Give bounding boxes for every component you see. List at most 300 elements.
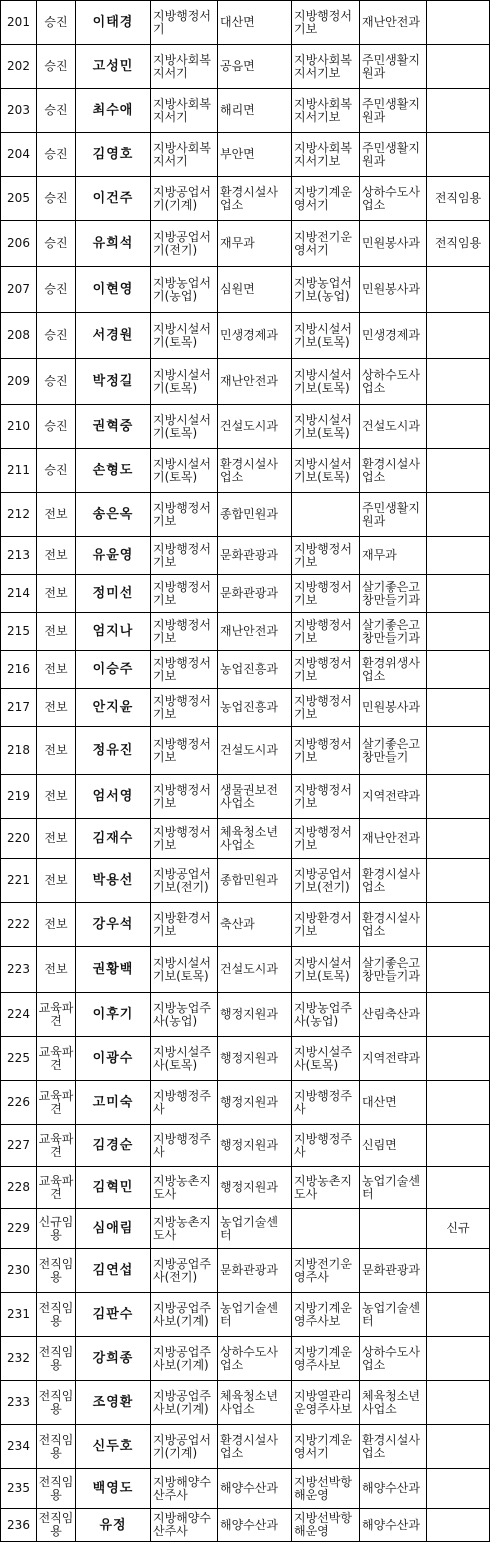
person-name: 박용선 xyxy=(76,859,151,903)
current-department: 재무과 xyxy=(218,221,292,267)
remark xyxy=(427,651,490,689)
current-department: 심원면 xyxy=(218,267,292,313)
row-number: 211 xyxy=(1,449,37,493)
row-number: 218 xyxy=(1,727,37,775)
remark xyxy=(427,359,490,405)
row-number: 225 xyxy=(1,1037,37,1081)
current-grade: 지방농촌지도사 xyxy=(151,1167,218,1209)
new-grade: 지방기계운영주사보 xyxy=(292,1337,360,1381)
row-number: 205 xyxy=(1,177,37,221)
new-grade: 지방시설서기보(토목) xyxy=(292,947,360,993)
new-grade: 지방기계운영서기 xyxy=(292,1425,360,1469)
person-name: 백영도 xyxy=(76,1469,151,1509)
new-department: 민원봉사과 xyxy=(360,221,427,267)
remark: 전직임용 xyxy=(427,177,490,221)
remark xyxy=(427,1425,490,1469)
current-department: 종합민원과 xyxy=(218,859,292,903)
current-department: 행정지원과 xyxy=(218,1037,292,1081)
new-department: 상하수도사업소 xyxy=(360,1337,427,1381)
appointment-type: 전직임용 xyxy=(37,1469,76,1509)
current-department: 부안면 xyxy=(218,133,292,177)
remark xyxy=(427,727,490,775)
new-department: 농업기술센터 xyxy=(360,1167,427,1209)
new-grade: 지방농업서기보(농업) xyxy=(292,267,360,313)
table-row xyxy=(1,775,490,819)
new-department: 상하수도사업소 xyxy=(360,359,427,405)
person-name: 강희종 xyxy=(76,1337,151,1381)
current-department: 행정지원과 xyxy=(218,1125,292,1167)
current-grade: 지방사회복지서기 xyxy=(151,45,218,89)
current-grade: 지방환경서기보 xyxy=(151,903,218,947)
person-name: 이태경 xyxy=(76,1,151,45)
new-department: 민원봉사과 xyxy=(360,689,427,727)
row-number: 235 xyxy=(1,1469,37,1509)
appointment-type: 전보 xyxy=(37,859,76,903)
table-row xyxy=(1,1249,490,1293)
appointment-type: 승진 xyxy=(37,221,76,267)
row-number: 207 xyxy=(1,267,37,313)
new-grade xyxy=(292,493,360,537)
appointment-type: 승진 xyxy=(37,1,76,45)
personnel-table-body xyxy=(1,1,490,1542)
row-number: 212 xyxy=(1,493,37,537)
new-department: 건설도시과 xyxy=(360,405,427,449)
new-department: 환경시설사업소 xyxy=(360,859,427,903)
new-grade: 지방선박항해운영 xyxy=(292,1469,360,1509)
new-department: 환경시설사업소 xyxy=(360,903,427,947)
row-number: 232 xyxy=(1,1337,37,1381)
current-grade: 지방시설서기(토목) xyxy=(151,449,218,493)
table-row xyxy=(1,177,490,221)
new-department: 민생경제과 xyxy=(360,313,427,359)
new-department: 주민생활지원과 xyxy=(360,493,427,537)
person-name: 김경순 xyxy=(76,1125,151,1167)
current-grade: 지방행정서기보 xyxy=(151,537,218,575)
current-department: 대산면 xyxy=(218,1,292,45)
remark xyxy=(427,689,490,727)
new-department: 지역전략과 xyxy=(360,1037,427,1081)
person-name: 이현영 xyxy=(76,267,151,313)
current-grade: 지방공업주사보(기계) xyxy=(151,1381,218,1425)
new-department: 체육청소년사업소 xyxy=(360,1381,427,1425)
new-grade: 지방행정서기보 xyxy=(292,1,360,45)
appointment-type: 교육파견 xyxy=(37,1081,76,1125)
person-name: 박정길 xyxy=(76,359,151,405)
table-row xyxy=(1,493,490,537)
appointment-type: 전직임용 xyxy=(37,1337,76,1381)
remark xyxy=(427,133,490,177)
person-name: 서경원 xyxy=(76,313,151,359)
new-grade: 지방열관리운영주사보 xyxy=(292,1381,360,1425)
table-row xyxy=(1,1381,490,1425)
current-department: 재난안전과 xyxy=(218,359,292,405)
new-grade: 지방농업주사(농업) xyxy=(292,993,360,1037)
new-department: 상하수도사업소 xyxy=(360,177,427,221)
appointment-type: 신규임용 xyxy=(37,1209,76,1249)
person-name: 유희석 xyxy=(76,221,151,267)
appointment-type: 전보 xyxy=(37,903,76,947)
remark xyxy=(427,1469,490,1509)
row-number: 233 xyxy=(1,1381,37,1425)
current-department: 환경시설사업소 xyxy=(218,1425,292,1469)
remark xyxy=(427,1337,490,1381)
row-number: 202 xyxy=(1,45,37,89)
table-row xyxy=(1,903,490,947)
row-number: 215 xyxy=(1,613,37,651)
table-row xyxy=(1,993,490,1037)
table-row xyxy=(1,359,490,405)
current-grade: 지방행정주사 xyxy=(151,1081,218,1125)
remark xyxy=(427,947,490,993)
current-grade: 지방해양수산주사 xyxy=(151,1469,218,1509)
new-department: 살기좋은고창만들기과 xyxy=(360,575,427,613)
current-department: 행정지원과 xyxy=(218,1167,292,1209)
remark xyxy=(427,775,490,819)
current-department: 문화관광과 xyxy=(218,1249,292,1293)
row-number: 217 xyxy=(1,689,37,727)
row-number: 210 xyxy=(1,405,37,449)
current-department: 해양수산과 xyxy=(218,1509,292,1542)
new-department: 재무과 xyxy=(360,537,427,575)
remark xyxy=(427,493,490,537)
row-number: 224 xyxy=(1,993,37,1037)
appointment-type: 승진 xyxy=(37,313,76,359)
person-name: 강우석 xyxy=(76,903,151,947)
remark: 신규 xyxy=(427,1209,490,1249)
remark xyxy=(427,1293,490,1337)
current-department: 체육청소년사업소 xyxy=(218,819,292,859)
row-number: 214 xyxy=(1,575,37,613)
table-row xyxy=(1,405,490,449)
new-grade: 지방시설서기보(토목) xyxy=(292,359,360,405)
table-row xyxy=(1,1425,490,1469)
person-name: 유정 xyxy=(76,1509,151,1542)
row-number: 201 xyxy=(1,1,37,45)
current-department: 농업진흥과 xyxy=(218,651,292,689)
table-row xyxy=(1,947,490,993)
row-number: 219 xyxy=(1,775,37,819)
current-department: 행정지원과 xyxy=(218,1081,292,1125)
appointment-type: 전직임용 xyxy=(37,1381,76,1425)
current-grade: 지방행정서기보 xyxy=(151,575,218,613)
remark xyxy=(427,1125,490,1167)
person-name: 고미숙 xyxy=(76,1081,151,1125)
current-department: 농업진흥과 xyxy=(218,689,292,727)
current-grade: 지방공업서기(기계) xyxy=(151,1425,218,1469)
current-grade: 지방사회복지서기 xyxy=(151,89,218,133)
current-department: 민생경제과 xyxy=(218,313,292,359)
new-department: 환경위생사업소 xyxy=(360,651,427,689)
new-department: 대산면 xyxy=(360,1081,427,1125)
appointment-type: 전보 xyxy=(37,575,76,613)
appointment-type: 전보 xyxy=(37,651,76,689)
current-grade: 지방행정서기보 xyxy=(151,819,218,859)
table-row xyxy=(1,819,490,859)
current-grade: 지방공업서기(기계) xyxy=(151,177,218,221)
table-row xyxy=(1,651,490,689)
new-grade: 지방행정서기보 xyxy=(292,537,360,575)
current-grade: 지방행정서기보 xyxy=(151,613,218,651)
new-grade: 지방행정주사 xyxy=(292,1081,360,1125)
table-row xyxy=(1,267,490,313)
new-grade: 지방전기운영주사 xyxy=(292,1249,360,1293)
row-number: 234 xyxy=(1,1425,37,1469)
current-department: 체육청소년사업소 xyxy=(218,1381,292,1425)
new-department: 민원봉사과 xyxy=(360,267,427,313)
current-department: 건설도시과 xyxy=(218,405,292,449)
person-name: 엄서영 xyxy=(76,775,151,819)
remark xyxy=(427,313,490,359)
new-department: 농업기술센터 xyxy=(360,1293,427,1337)
person-name: 이후기 xyxy=(76,993,151,1037)
remark xyxy=(427,1037,490,1081)
appointment-type: 전보 xyxy=(37,537,76,575)
new-grade: 지방행정서기보 xyxy=(292,689,360,727)
new-grade: 지방사회복지서기보 xyxy=(292,133,360,177)
new-department: 재난안전과 xyxy=(360,819,427,859)
row-number: 216 xyxy=(1,651,37,689)
person-name: 이광수 xyxy=(76,1037,151,1081)
appointment-type: 승진 xyxy=(37,177,76,221)
new-grade xyxy=(292,1209,360,1249)
current-grade: 지방행정서기보 xyxy=(151,651,218,689)
table-row xyxy=(1,221,490,267)
current-grade: 지방행정서기보 xyxy=(151,493,218,537)
remark xyxy=(427,1249,490,1293)
person-name: 안지윤 xyxy=(76,689,151,727)
new-grade: 지방농촌지도사 xyxy=(292,1167,360,1209)
new-grade: 지방행정서기보 xyxy=(292,727,360,775)
new-grade: 지방시설주사(토목) xyxy=(292,1037,360,1081)
appointment-type: 전보 xyxy=(37,689,76,727)
person-name: 유윤영 xyxy=(76,537,151,575)
table-row xyxy=(1,1081,490,1125)
row-number: 220 xyxy=(1,819,37,859)
person-name: 손형도 xyxy=(76,449,151,493)
remark xyxy=(427,1167,490,1209)
current-department: 종합민원과 xyxy=(218,493,292,537)
person-name: 신두호 xyxy=(76,1425,151,1469)
person-name: 최수애 xyxy=(76,89,151,133)
row-number: 231 xyxy=(1,1293,37,1337)
current-grade: 지방농업주사(농업) xyxy=(151,993,218,1037)
current-grade: 지방행정주사 xyxy=(151,1125,218,1167)
person-name: 정미선 xyxy=(76,575,151,613)
current-grade: 지방해양수산주사 xyxy=(151,1509,218,1542)
table-row xyxy=(1,689,490,727)
current-grade: 지방공업주사보(기계) xyxy=(151,1337,218,1381)
new-grade: 지방행정주사 xyxy=(292,1125,360,1167)
new-grade: 지방행정서기보 xyxy=(292,651,360,689)
table-row xyxy=(1,1167,490,1209)
appointment-type: 승진 xyxy=(37,133,76,177)
row-number: 229 xyxy=(1,1209,37,1249)
appointment-type: 전직임용 xyxy=(37,1425,76,1469)
person-name: 송은옥 xyxy=(76,493,151,537)
appointment-type: 전직임용 xyxy=(37,1509,76,1542)
new-department: 지역전략과 xyxy=(360,775,427,819)
remark xyxy=(427,819,490,859)
current-grade: 지방행정서기보 xyxy=(151,689,218,727)
appointment-type: 승진 xyxy=(37,45,76,89)
row-number: 227 xyxy=(1,1125,37,1167)
new-department: 주민생활지원과 xyxy=(360,45,427,89)
current-department: 행정지원과 xyxy=(218,993,292,1037)
table-row xyxy=(1,575,490,613)
current-grade: 지방시설서기(토목) xyxy=(151,359,218,405)
current-department: 재난안전과 xyxy=(218,613,292,651)
person-name: 김영호 xyxy=(76,133,151,177)
person-name: 권황백 xyxy=(76,947,151,993)
appointment-type: 전직임용 xyxy=(37,1293,76,1337)
remark xyxy=(427,1,490,45)
new-department: 신림면 xyxy=(360,1125,427,1167)
new-grade: 지방환경서기보 xyxy=(292,903,360,947)
current-grade: 지방공업주사(전기) xyxy=(151,1249,218,1293)
person-name: 엄지나 xyxy=(76,613,151,651)
current-grade: 지방농촌지도사 xyxy=(151,1209,218,1249)
current-department: 환경시설사업소 xyxy=(218,177,292,221)
new-grade: 지방행정서기보 xyxy=(292,819,360,859)
new-grade: 지방사회복지서기보 xyxy=(292,89,360,133)
appointment-type: 전보 xyxy=(37,727,76,775)
row-number: 206 xyxy=(1,221,37,267)
person-name: 이승주 xyxy=(76,651,151,689)
new-department: 재난안전과 xyxy=(360,1,427,45)
appointment-type: 교육파견 xyxy=(37,1167,76,1209)
appointment-type: 승진 xyxy=(37,449,76,493)
current-department: 축산과 xyxy=(218,903,292,947)
remark xyxy=(427,1509,490,1542)
row-number: 203 xyxy=(1,89,37,133)
table-row xyxy=(1,449,490,493)
table-row xyxy=(1,537,490,575)
remark xyxy=(427,1381,490,1425)
remark xyxy=(427,449,490,493)
remark xyxy=(427,613,490,651)
person-name: 권혁중 xyxy=(76,405,151,449)
current-department: 환경시설사업소 xyxy=(218,449,292,493)
row-number: 204 xyxy=(1,133,37,177)
current-department: 농업기술센터 xyxy=(218,1293,292,1337)
new-department xyxy=(360,1209,427,1249)
person-name: 김혁민 xyxy=(76,1167,151,1209)
appointment-type: 승진 xyxy=(37,405,76,449)
appointment-type: 전직임용 xyxy=(37,1249,76,1293)
row-number: 226 xyxy=(1,1081,37,1125)
current-grade: 지방사회복지서기 xyxy=(151,133,218,177)
current-grade: 지방공업서기보(전기) xyxy=(151,859,218,903)
new-department: 살기좋은고창만들기 xyxy=(360,727,427,775)
table-row xyxy=(1,1125,490,1167)
table-row xyxy=(1,1293,490,1337)
new-grade: 지방선박항해운영 xyxy=(292,1509,360,1542)
new-grade: 지방행정서기보 xyxy=(292,575,360,613)
remark xyxy=(427,45,490,89)
table-row xyxy=(1,727,490,775)
table-row xyxy=(1,1037,490,1081)
person-name: 조영환 xyxy=(76,1381,151,1425)
appointment-type: 전보 xyxy=(37,775,76,819)
row-number: 222 xyxy=(1,903,37,947)
appointment-type: 승진 xyxy=(37,359,76,405)
remark xyxy=(427,89,490,133)
table-row xyxy=(1,1209,490,1249)
new-department: 주민생활지원과 xyxy=(360,89,427,133)
appointment-type: 승진 xyxy=(37,89,76,133)
remark: 전직임용 xyxy=(427,221,490,267)
appointment-type: 교육파견 xyxy=(37,1037,76,1081)
new-grade: 지방공업서기보(전기) xyxy=(292,859,360,903)
current-grade: 지방시설서기(토목) xyxy=(151,405,218,449)
current-department: 공음면 xyxy=(218,45,292,89)
person-name: 이건주 xyxy=(76,177,151,221)
remark xyxy=(427,267,490,313)
remark xyxy=(427,405,490,449)
current-grade: 지방행정서기 xyxy=(151,1,218,45)
row-number: 209 xyxy=(1,359,37,405)
new-department: 해양수산과 xyxy=(360,1469,427,1509)
row-number: 221 xyxy=(1,859,37,903)
table-row xyxy=(1,613,490,651)
current-department: 건설도시과 xyxy=(218,727,292,775)
current-department: 해양수산과 xyxy=(218,1469,292,1509)
new-department: 살기좋은고창만들기과 xyxy=(360,947,427,993)
row-number: 228 xyxy=(1,1167,37,1209)
remark xyxy=(427,859,490,903)
table-row xyxy=(1,89,490,133)
new-grade: 지방시설서기보(토목) xyxy=(292,449,360,493)
new-department: 문화관광과 xyxy=(360,1249,427,1293)
table-row xyxy=(1,1337,490,1381)
current-grade: 지방농업서기(농업) xyxy=(151,267,218,313)
appointment-type: 전보 xyxy=(37,493,76,537)
appointment-type: 전보 xyxy=(37,947,76,993)
remark xyxy=(427,993,490,1037)
row-number: 230 xyxy=(1,1249,37,1293)
current-grade: 지방시설주사(토목) xyxy=(151,1037,218,1081)
row-number: 236 xyxy=(1,1509,37,1542)
new-grade: 지방기계운영주사보 xyxy=(292,1293,360,1337)
new-grade: 지방행정서기보 xyxy=(292,613,360,651)
new-grade: 지방전기운영서기 xyxy=(292,221,360,267)
table-row xyxy=(1,1509,490,1542)
person-name: 김연섭 xyxy=(76,1249,151,1293)
current-department: 문화관광과 xyxy=(218,537,292,575)
new-grade: 지방행정서기보 xyxy=(292,775,360,819)
current-department: 농업기술센터 xyxy=(218,1209,292,1249)
new-department: 환경시설사업소 xyxy=(360,1425,427,1469)
current-grade: 지방공업서기(전기) xyxy=(151,221,218,267)
remark xyxy=(427,575,490,613)
current-department: 상하수도사업소 xyxy=(218,1337,292,1381)
current-department: 건설도시과 xyxy=(218,947,292,993)
remark xyxy=(427,537,490,575)
table-row xyxy=(1,1469,490,1509)
appointment-type: 승진 xyxy=(37,267,76,313)
table-row xyxy=(1,45,490,89)
current-grade: 지방행정서기보 xyxy=(151,727,218,775)
new-grade: 지방사회복지서기보 xyxy=(292,45,360,89)
appointment-type: 교육파견 xyxy=(37,1125,76,1167)
new-grade: 지방시설서기보(토목) xyxy=(292,405,360,449)
new-department: 살기좋은고창만들기과 xyxy=(360,613,427,651)
table-row xyxy=(1,859,490,903)
new-grade: 지방시설서기보(토목) xyxy=(292,313,360,359)
new-department: 해양수산과 xyxy=(360,1509,427,1542)
row-number: 208 xyxy=(1,313,37,359)
new-department: 산림축산과 xyxy=(360,993,427,1037)
